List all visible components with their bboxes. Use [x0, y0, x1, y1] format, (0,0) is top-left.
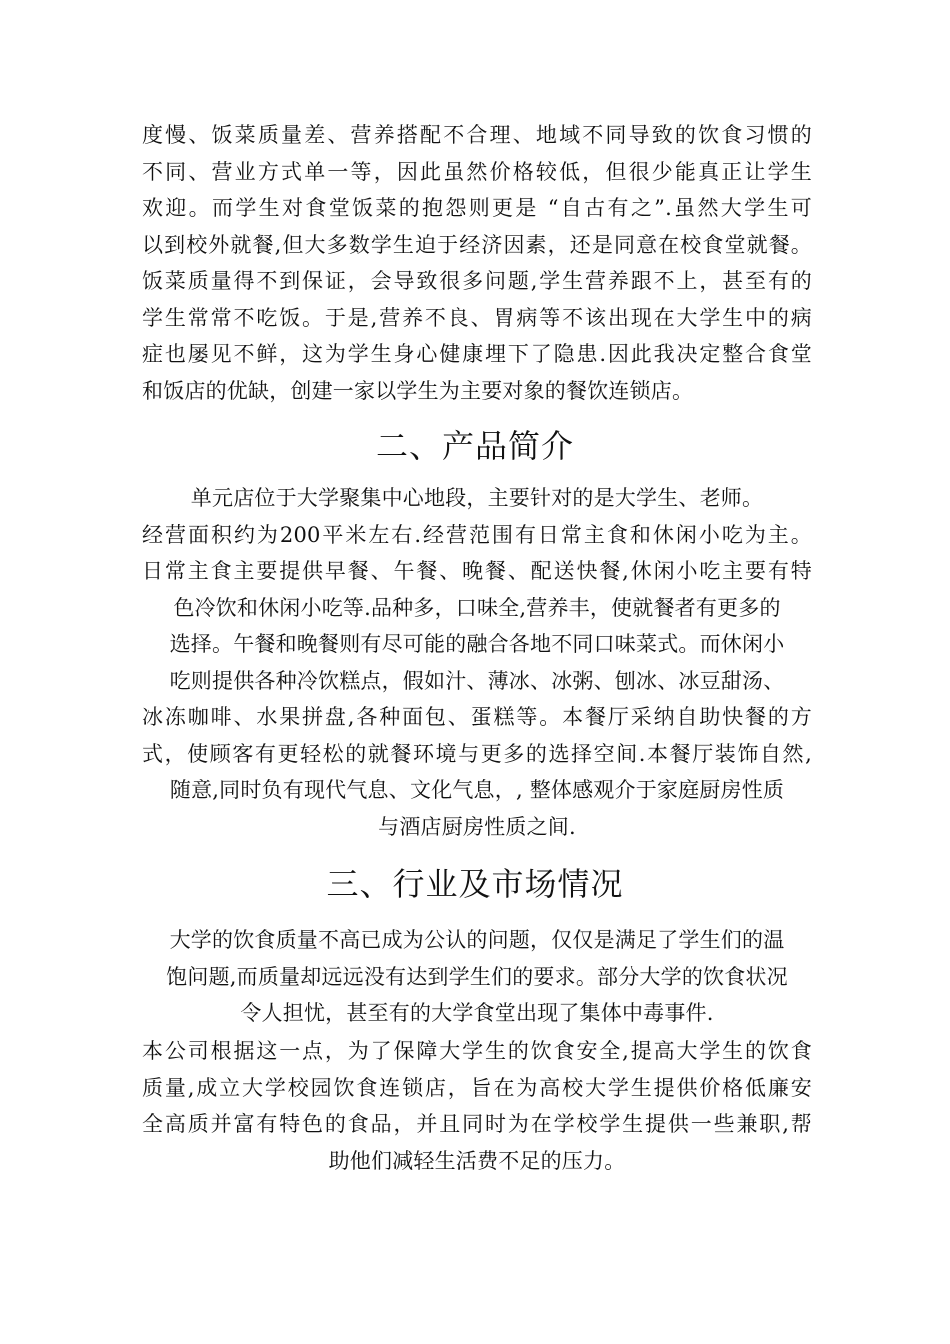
text-line: 色冷饮和休闲小吃等.品种多，口味全,营养丰，使就餐者有更多的	[173, 595, 781, 620]
text-line: 和饭店的优缺，创建一家以学生为主要对象的餐饮连锁店。	[142, 378, 694, 403]
text-line: 冰冻咖啡、水果拼盘,各种面包、蛋糕等。本餐厅采纳自助快餐的方	[142, 705, 812, 729]
text-line: 度慢、饭菜质量差、营养搭配不合理、地域不同导致的饮食习惯的	[142, 123, 812, 147]
text-line: 大学的饮食质量不高已成为公认的问题，仅仅是满足了学生们的温	[169, 928, 785, 952]
text-line: 经营面积约为200平米左右.经营范围有日常主食和休闲小吃为主。	[142, 522, 812, 547]
text-line: 饱问题,而质量却远远没有达到学生们的要求。部分大学的饮食状况	[166, 964, 788, 989]
text-line: 饭菜质量得不到保证，会导致很多问题,学生营养跟不上，甚至有的	[142, 269, 812, 293]
text-line: 令人担忧，甚至有的大学食堂出现了集体中毒事件.	[240, 1001, 714, 1025]
text-line: 学生常常不吃饭。于是,营养不良、胃病等不该出现在大学生中的病	[142, 305, 812, 330]
intro-paragraph	[142, 117, 812, 409]
text-line: 以到校外就餐,但大多数学生迫于经济因素，还是同意在校食堂就餐。	[142, 232, 812, 257]
text-line: 单元店位于大学聚集中心地段，主要针对的是大学生、老师。	[190, 486, 764, 510]
section-heading-industry-market: 三、行业及市场情况	[326, 865, 624, 903]
product-intro-paragraph	[142, 480, 812, 845]
text-line: 全高质并富有特色的食品，并且同时为在学校学生提供一些兼职,帮	[142, 1112, 812, 1136]
section-heading-product-intro: 二、产品简介	[375, 427, 574, 465]
text-line: 与酒店厨房性质之间.	[378, 814, 576, 839]
text-line: 欢迎。而学生对食堂饭菜的抱怨则更是 “自古有之”.虽然大学生可	[142, 196, 812, 220]
text-line: 质量,成立大学校园饮食连锁店，旨在为高校大学生提供价格低廉安	[142, 1075, 812, 1100]
text-line: 随意,同时负有现代气息、文化气息，, 整体感观介于家庭厨房性质	[169, 778, 785, 802]
text-line: 式，使顾客有更轻松的就餐环境与更多的选择空间.本餐厅装饰自然,	[142, 741, 812, 766]
text-line: 症也屡见不鲜，这为学生身心健康埋下了隐患.因此我决定整合食堂	[142, 342, 812, 366]
text-line: 本公司根据这一点，为了保障大学生的饮食安全,提高大学生的饮食	[142, 1039, 812, 1063]
text-line: 选择。午餐和晚餐则有尽可能的融合各地不同口味菜式。而休闲小	[169, 632, 785, 656]
text-line: 不同、营业方式单一等，因此虽然价格较低，但很少能真正让学生	[142, 159, 812, 184]
text-line: 日常主食主要提供早餐、午餐、晚餐、配送快餐,休闲小吃主要有特	[142, 559, 812, 583]
industry-paragraph-1	[142, 922, 812, 1032]
industry-paragraph-2	[142, 1033, 812, 1179]
text-line: 助他们减轻生活费不足的压力。	[328, 1148, 626, 1173]
text-line: 吃则提供各种冷饮糕点，假如汁、薄冰、冰粥、刨冰、冰豆甜汤、	[169, 668, 785, 693]
